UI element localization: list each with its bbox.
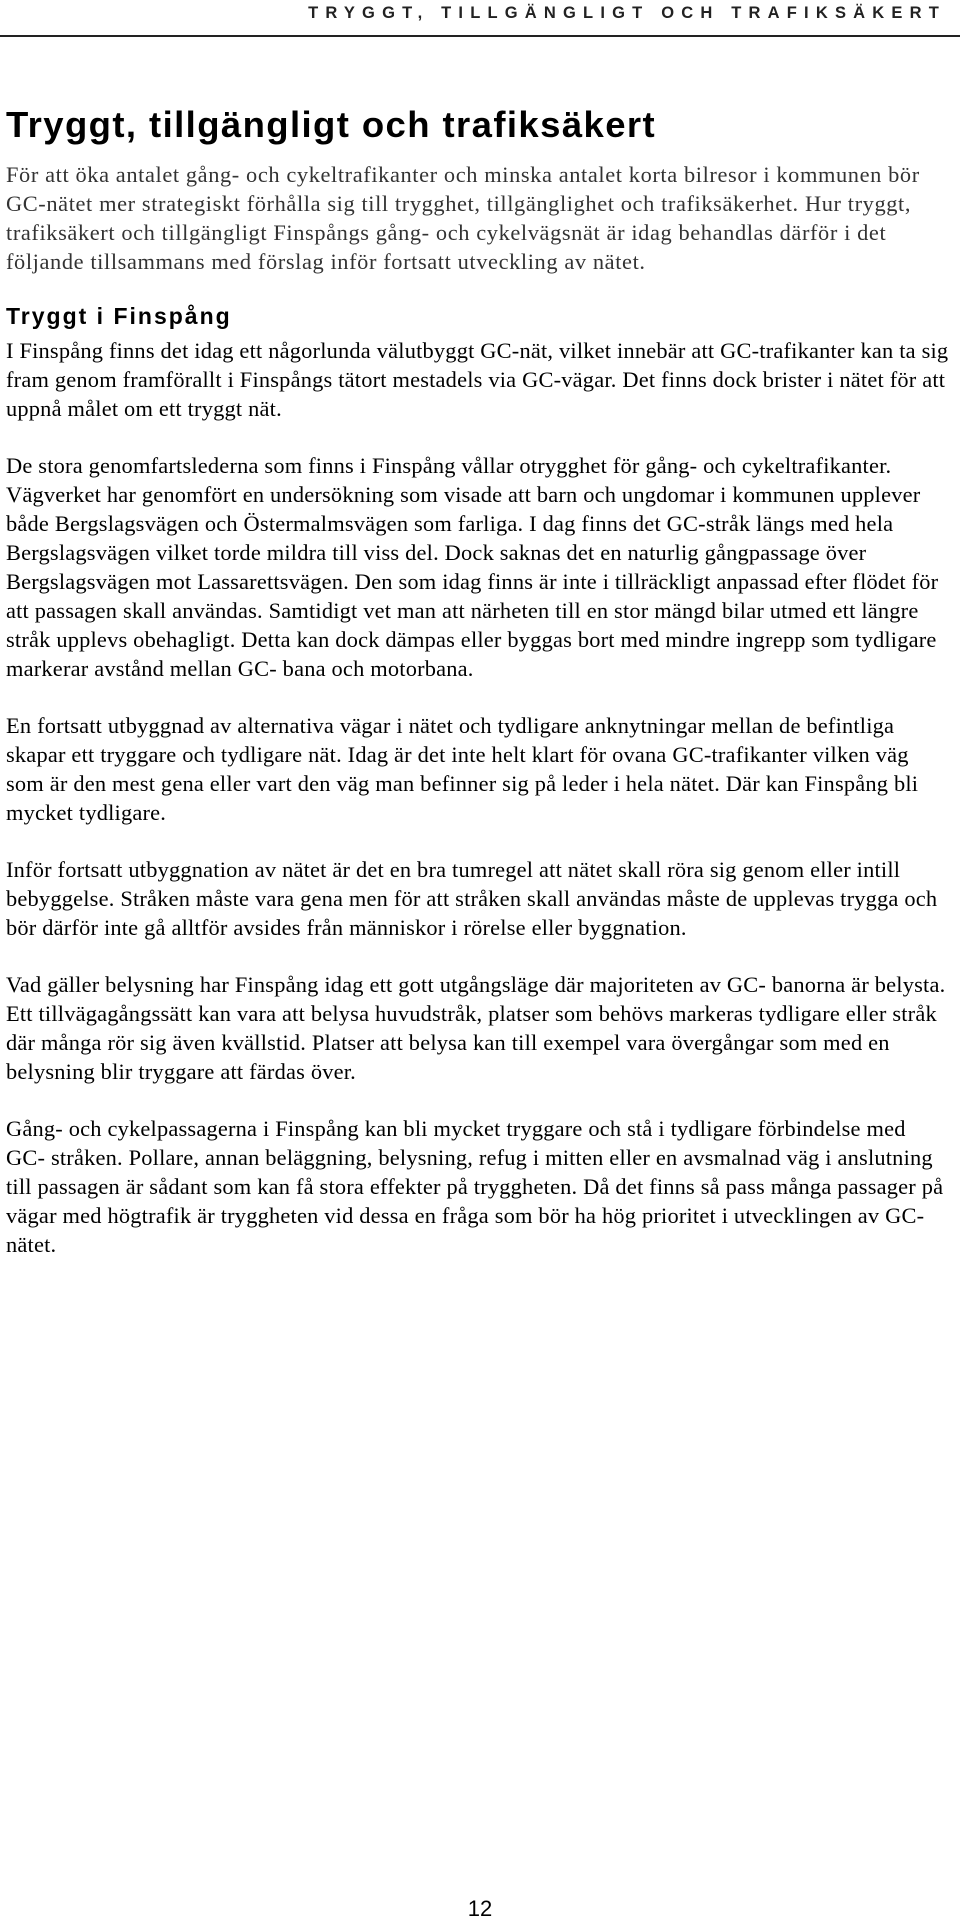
page-number: 12 xyxy=(467,1896,493,1921)
body-paragraph-1: I Finspång finns det idag ett någorlunda välutbyggt GC-nät, vilket innebär att GC-trafikanter kan ta sig fram genom framförallt i Finspångs tätort mestadels via GC-vägar. Det finns dock brister i nätet för att uppnå målet om ett tryggt nät. xyxy=(6,338,949,421)
body-paragraph-5: Vad gäller belysning har Finspång idag ett gott utgångsläge där majoriteten av GC- banorna är belysta. Ett tillvägagångssätt kan vara att belysa huvudstråk, platser som behövs markeras tydligare eller stråk där många rör sig även kvällstid. Platser att belysa kan till exempel vara övergångar som med en belysning blir tryggare att färdas över. xyxy=(6,972,946,1084)
body-paragraph-4: Inför fortsatt utbyggnation av nätet är det en bra tumregel att nätet skall röra sig genom eller intill bebyggelse. Stråken måste vara gena men för att stråken skall användas måste de upplevas trygga och bör därför inte gå alltför avsides från människor i rörelse eller byggnation. xyxy=(6,857,938,940)
body-paragraph-6: Gång- och cykelpassagerna i Finspång kan bli mycket tryggare och stå i tydligare förbindelse med GC- stråken. Pollare, annan beläggning, belysning, refug i mitten eller en avsmalnad väg i anslutning till passagen är sådant som kan få stora effekter på tryggheten. Då det finns så pass många passager på vägar med högtrafik är tryggheten vid dessa en fråga som bör ha hög prioritet i utvecklingen av GC-nätet. xyxy=(6,1116,944,1257)
document-body xyxy=(6,104,950,1287)
page-title: Tryggt, tillgängligt och trafiksäkert xyxy=(6,104,657,145)
body-paragraph-3: En fortsatt utbyggnad av alternativa vägar i nätet och tydligare anknytningar mellan de befintliga skapar ett tryggare och tydligare nät. Idag är det inte helt klart för ovana GC-trafikanter vilken väg som är den mest gena eller vart den väg man befinner sig på leder i hela nätet. Där kan Finspång bli mycket tydligare. xyxy=(6,713,919,825)
section-heading: Tryggt i Finspång xyxy=(6,303,232,329)
running-header: TRYGGT, TILLGÄNGLIGT OCH TRAFIKSÄKERT xyxy=(308,4,946,22)
body-paragraph-2: De stora genomfartslederna som finns i Finspång vållar otrygghet för gång- och cykeltrafikanter. Vägverket har genomfört en undersökning som visade att barn och ungdomar i kommunen upplever både Bergslagsvägen och Östermalmsvägen som farliga. I dag finns det GC-stråk längs med hela Bergslagsvägen vilket torde mildra till viss del. Dock saknas det en naturlig gångpassage över Bergslagsvägen mot Lassarettsvägen. Den som idag finns är inte i tillräckligt anpassad efter flödet för att passagen skall användas. Samtidigt vet man att närheten till en stor mängd bilar utmed ett längre stråk upplevs obehagligt. Detta kan dock dämpas eller byggas bort med mindre ingrepp som tydligare markerar avstånd mellan GC- bana och motorbana. xyxy=(6,453,939,681)
header-rule xyxy=(0,35,960,37)
intro-paragraph: För att öka antalet gång- och cykeltrafikanter och minska antalet korta bilresor i kommunen bör GC-nätet mer strategiskt förhålla sig till trygghet, tillgänglighet och trafiksäkerhet. Hur tryggt, trafiksäkert och tillgängligt Finspångs gång- och cykelvägsnät är idag behandlas därför i det följande tillsammans med förslag inför fortsatt utveckling av nätet. xyxy=(6,162,920,274)
